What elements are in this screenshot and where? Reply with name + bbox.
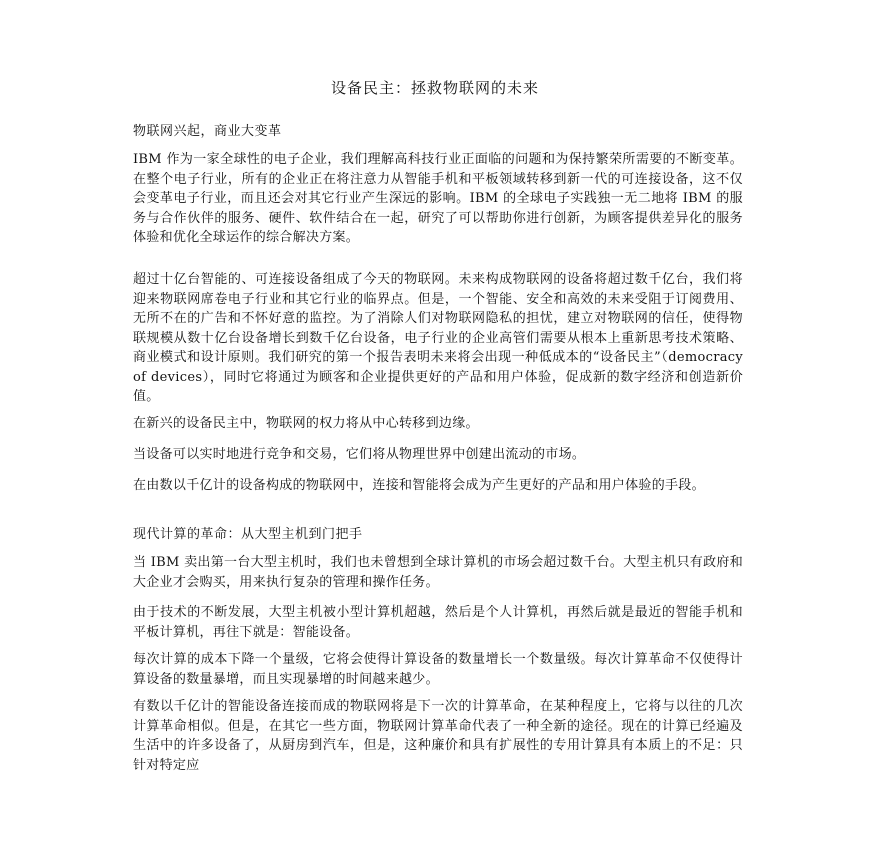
paragraph-tech-progress: 由于技术的不断发展，大型主机被小型计算机超越，然后是个人计算机，再然后就是最近的智能手机和平板计算机，再往下就是：智能设备。 <box>133 605 743 640</box>
paragraph-first-mainframe: 当 IBM 卖出第一台大型主机时，我们也未曾想到全球计算机的市场会超过数千台。大型主机只有政府和大企业才会购买，用来执行复杂的管理和操作任务。 <box>133 555 743 590</box>
paragraph-billions-devices: 超过十亿台智能的、可连接设备组成了今天的物联网。未来构成物联网的设备将超过数千亿台，我们将迎来物联网席卷电子行业和其它行业的临界点。但是，一个智能、安全和高效的未来受阻于订阅费用、无所不在的广告和不怀好意的监控。为了消除人们对物联网隐私的担忧，建立对物联网的信任，使得物联规模从数十亿台设备增长到数千亿台设备，电子行业的企业高管们需要从根本上重新思考技术策略、商业模式和设计原则。我们研究的第一个报告表明未来将会出现一种低成本的“设备民主”（democracy of devices），同时它将通过为顾客和企业提供更好的产品和用户体验，促成新的数字经济和创造新价值。 <box>133 272 743 404</box>
paragraph-power-shift: 在新兴的设备民主中，物联网的权力将从中心转移到边缘。 <box>133 416 479 431</box>
section-heading-iot-rise: 物联网兴起，商业大变革 <box>133 124 282 139</box>
document-title: 设备民主：拯救物联网的未来 <box>330 79 539 97</box>
paragraph-ibm-intro: IBM 作为一家全球性的电子企业，我们理解高科技行业正面临的问题和为保持繁荣所需要的不断变革。在整个电子行业，所有的企业正在将注意力从智能手机和平板领域转移到新一代的可连接设备，这不仅会变革电子行业，而且还会对其它行业产生深远的影响。IBM 的全球电子实践独一无二地将 IBM 的服务与合作伙伴的服务、硬件、软件结合在一起，研究了可以帮助你进行创新，为顾客提供差异化的服务体验和优化全球运作的综合解决方案。 <box>133 152 743 245</box>
paragraph-connectivity-means: 在由数以千亿计的设备构成的物联网中，连接和智能将会成为产生更好的产品和用户体验的手段。 <box>133 478 705 493</box>
paragraph-next-revolution: 有数以千亿计的智能设备连接而成的物联网将是下一次的计算革命，在某种程度上，它将与以往的几次计算革命相似。但是，在其它一些方面，物联网计算革命代表了一种全新的途径。现在的计算已经遍及生活中的许多设备了，从厨房到汽车，但是，这种廉价和具有扩展性的专用计算具有本质上的不足：只针对特定应 <box>133 699 743 773</box>
paragraph-cost-decline: 每次计算的成本下降一个量级，它将会使得计算设备的数量增长一个数量级。每次计算革命不仅使得计算设备的数量暴增，而且实现暴增的时间越来越少。 <box>133 652 743 687</box>
section-heading-computing-revolution: 现代计算的革命：从大型主机到门把手 <box>133 527 363 542</box>
paragraph-realtime-markets: 当设备可以实时地进行竞争和交易，它们将从物理世界中创建出流动的市场。 <box>133 447 586 462</box>
